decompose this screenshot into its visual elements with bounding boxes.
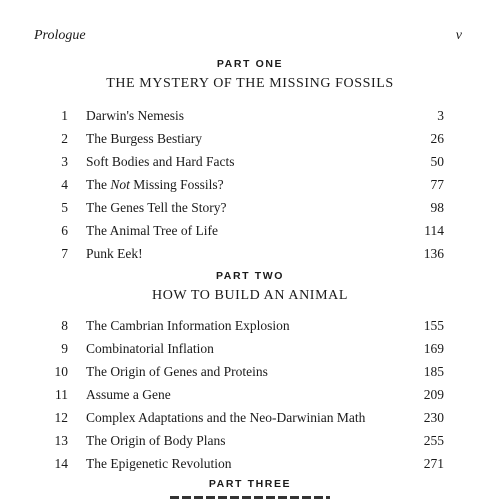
- chapter-number: 5: [61, 200, 68, 215]
- part-one-label: PART ONE: [216, 58, 284, 70]
- chapter-entry: [0, 341, 500, 364]
- chapter-entry: [0, 154, 500, 177]
- cut-off-part-three-title: [170, 492, 330, 500]
- chapter-title: The Animal Tree of Life: [86, 223, 218, 238]
- chapter-number: 3: [61, 154, 68, 169]
- chapter-entry: [0, 456, 500, 479]
- chapter-page-number: 209: [423, 387, 444, 402]
- chapter-entry: [0, 223, 500, 246]
- chapter-title: Punk Eek!: [86, 246, 143, 261]
- chapter-entry: [0, 364, 500, 387]
- chapter-number: 13: [54, 433, 68, 448]
- chapter-page-number: 26: [430, 131, 444, 146]
- chapter-entry: [0, 410, 500, 433]
- chapter-page-number: 155: [423, 318, 444, 333]
- chapter-page-number: 50: [430, 154, 444, 169]
- chapter-number: 1: [61, 108, 68, 123]
- part-three-label: PART THREE: [208, 478, 292, 490]
- chapter-number: 14: [54, 456, 68, 471]
- part-two-label: PART TWO: [215, 270, 284, 282]
- chapter-entry: [0, 108, 500, 131]
- chapter-number: 9: [61, 341, 68, 356]
- chapter-entry: [0, 387, 500, 410]
- chapter-page-number: 98: [430, 200, 444, 215]
- chapter-page-number: 136: [423, 246, 444, 261]
- chapter-title: Assume a Gene: [86, 387, 171, 402]
- prologue-page-number: v: [455, 28, 462, 43]
- chapter-number: 11: [55, 387, 68, 402]
- chapter-title: The Origin of Body Plans: [86, 433, 226, 448]
- chapter-number: 8: [61, 318, 68, 333]
- chapter-title: The Cambrian Information Explosion: [86, 318, 290, 333]
- part-one-chapter-list: [0, 108, 500, 269]
- chapter-page-number: 77: [430, 177, 444, 192]
- part-one-title: THE MYSTERY OF THE MISSING FOSSILS: [106, 76, 394, 91]
- chapter-entry: [0, 318, 500, 341]
- chapter-title: Combinatorial Inflation: [86, 341, 214, 356]
- chapter-number: 6: [61, 223, 68, 238]
- chapter-page-number: 255: [423, 433, 444, 448]
- chapter-title-end: Missing Fossils?: [129, 177, 224, 192]
- chapter-title: The Genes Tell the Story?: [86, 200, 227, 215]
- chapter-entry: [0, 433, 500, 456]
- chapter-entry: [0, 246, 500, 269]
- chapter-title: The Origin of Genes and Proteins: [86, 364, 268, 379]
- prologue-label: Prologue: [34, 28, 86, 43]
- chapter-number: 12: [54, 410, 68, 425]
- chapter-title: [86, 177, 224, 193]
- part-two-title: HOW TO BUILD AN ANIMAL: [152, 288, 348, 303]
- chapter-title: Soft Bodies and Hard Facts: [86, 154, 235, 169]
- chapter-page-number: 169: [423, 341, 444, 356]
- chapter-number: 10: [54, 364, 68, 379]
- chapter-title: The Burgess Bestiary: [86, 131, 202, 146]
- prologue-entry: [34, 28, 462, 44]
- chapter-title: Complex Adaptations and the Neo-Darwinian Math: [86, 410, 366, 425]
- chapter-title-start: The: [86, 177, 111, 192]
- chapter-page-number: 271: [423, 456, 444, 471]
- chapter-page-number: 230: [423, 410, 444, 425]
- chapter-title-emphasis: Not: [110, 177, 130, 192]
- chapter-title: Darwin's Nemesis: [86, 108, 185, 123]
- chapter-page-number: 185: [423, 364, 444, 379]
- chapter-entry: [0, 177, 500, 200]
- part-two-chapter-list: [0, 318, 500, 479]
- chapter-page-number: 3: [437, 108, 444, 123]
- chapter-page-number: 114: [424, 223, 444, 238]
- chapter-title: The Epigenetic Revolution: [86, 456, 232, 471]
- chapter-number: 7: [61, 246, 68, 261]
- chapter-number: 2: [61, 131, 68, 146]
- chapter-entry: [0, 131, 500, 154]
- chapter-entry: [0, 200, 500, 223]
- chapter-number: 4: [61, 177, 68, 192]
